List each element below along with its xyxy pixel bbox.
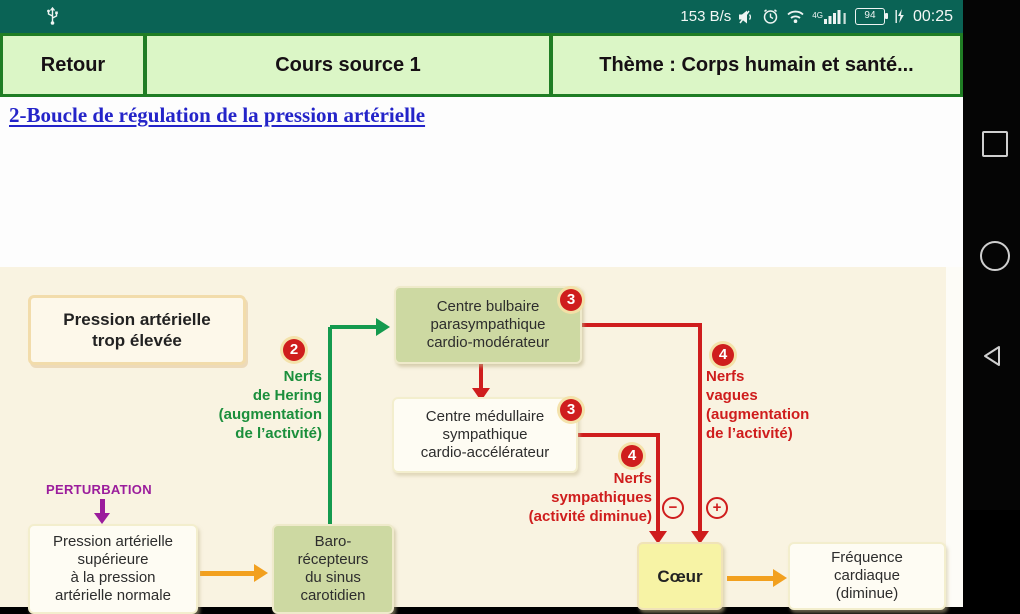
badge-4-vagus: 4	[712, 344, 734, 366]
box-pressure-superior: Pression artérielle supérieure à la pression artérielle normale	[28, 524, 198, 614]
heart-rate-arrowhead-icon	[773, 569, 787, 587]
hering-label: Nerfs de Hering (augmentation de l’activité)	[218, 368, 322, 442]
sympathetic-line-vertical	[656, 433, 660, 533]
sympathetic-line-horizontal	[576, 433, 660, 437]
network-speed: 153 B/s	[680, 8, 732, 25]
badge-2-hering: 2	[283, 339, 305, 361]
box-heart-rate: Fréquence cardiaque (diminue)	[788, 542, 946, 610]
muted-icon	[738, 9, 755, 25]
toolbar	[0, 33, 963, 97]
back-button[interactable]: Retour	[3, 36, 143, 94]
wifi-icon	[786, 9, 805, 24]
content-area	[0, 97, 963, 604]
perturbation-label: PERTURBATION	[46, 482, 152, 497]
vagus-line-horizontal	[582, 323, 702, 327]
back-icon[interactable]	[980, 343, 1006, 374]
box-pressure-high: Pression artérielle trop élevée	[28, 295, 246, 365]
network-type-label: 4G	[812, 11, 823, 20]
hering-line-horizontal	[330, 325, 378, 329]
home-icon[interactable]	[980, 241, 1010, 271]
recents-icon[interactable]	[982, 131, 1008, 157]
usb-icon	[46, 7, 59, 26]
heart-rate-line	[727, 576, 775, 581]
box-heart: Cœur	[637, 542, 723, 610]
regulation-diagram	[0, 267, 963, 607]
vagus-line-vertical	[698, 323, 702, 533]
battery-percent: 94	[864, 10, 876, 21]
plus-sign: +	[706, 497, 728, 519]
pressure-baro-arrowhead-icon	[254, 564, 268, 582]
clock-time: 00:25	[912, 7, 953, 25]
battery-icon	[855, 8, 885, 25]
box-bulbar-center: Centre bulbaire parasympathique cardio-modérateur	[394, 286, 582, 364]
charging-icon	[895, 9, 904, 24]
status-bar	[0, 0, 963, 33]
hering-line-vertical	[328, 327, 332, 524]
page-title[interactable]: 2-Boucle de régulation de la pression artérielle	[9, 103, 426, 127]
badge-3-medullary: 3	[560, 399, 582, 421]
pressure-baro-line	[200, 571, 256, 576]
bulbar-medullary-line	[479, 364, 483, 390]
diagram-right-margin	[946, 267, 963, 607]
hering-arrowhead-icon	[376, 318, 390, 336]
theme-button[interactable]: Thème : Corps humain et santé...	[553, 36, 960, 94]
android-nav-bar	[963, 0, 1020, 510]
box-baroreceptors: Baro- récepteurs du sinus carotidien	[272, 524, 394, 614]
alarm-icon	[762, 8, 779, 25]
vagus-label: Nerfs vagues (augmentation de l’activité)	[706, 368, 810, 442]
course-source-button[interactable]: Cours source 1	[147, 36, 549, 94]
badge-3-bulbar: 3	[560, 289, 582, 311]
box-medullary-center: Centre médullaire sympathique cardio-accélérateur	[392, 397, 578, 473]
perturbation-arrowhead-icon	[94, 513, 110, 524]
minus-sign: −	[662, 497, 684, 519]
signal-icon	[812, 9, 848, 24]
badge-4-sympathetic: 4	[621, 445, 643, 467]
sympathetic-label: Nerfs sympathiques (activité diminue)	[528, 470, 652, 525]
